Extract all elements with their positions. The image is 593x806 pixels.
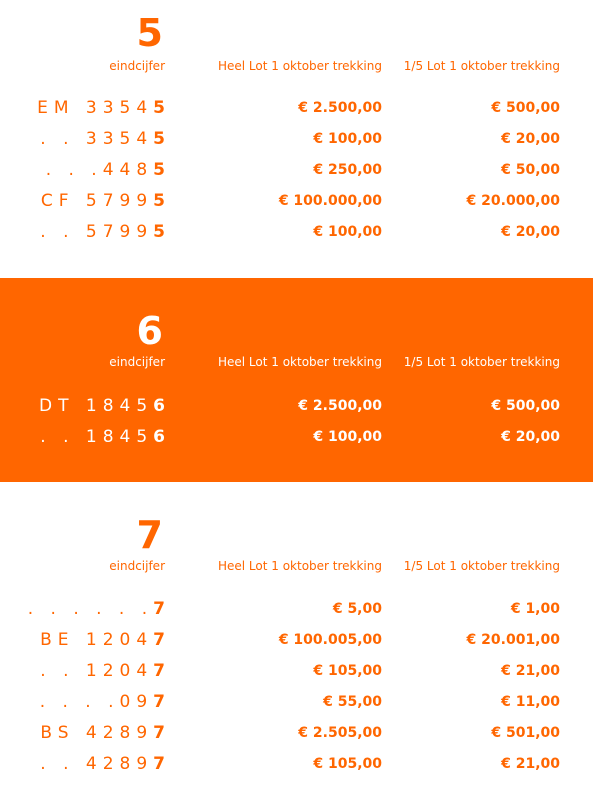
prize-row — [0, 427, 593, 447]
section-digit-6 — [0, 278, 593, 482]
prize-whole-lot: € 2.500,00 — [298, 100, 382, 116]
end-digit-heading: 5 — [136, 11, 163, 55]
ticket-last-digit: 6 — [153, 396, 165, 416]
prize-whole-lot: € 250,00 — [313, 162, 382, 178]
prize-fifth-lot: € 11,00 — [501, 694, 560, 710]
prize-fifth-lot: € 20.000,00 — [466, 193, 560, 209]
prize-fifth-lot: € 20,00 — [501, 429, 560, 445]
prize-fifth-lot: € 21,00 — [501, 756, 560, 772]
prize-fifth-lot: € 20,00 — [501, 224, 560, 240]
ticket-code: CF 57995 — [40, 191, 165, 211]
ticket-last-digit: 5 — [153, 222, 165, 242]
prize-whole-lot: € 100.000,00 — [278, 193, 382, 209]
end-digit-label: eindcijfer — [109, 559, 165, 573]
end-digit-label: eindcijfer — [109, 355, 165, 369]
ticket-last-digit: 7 — [153, 692, 165, 712]
column-header-fifth-lot: 1/5 Lot 1 oktober trekking — [403, 559, 560, 573]
prize-row — [0, 599, 593, 619]
ticket-last-digit: 7 — [153, 754, 165, 774]
prize-row — [0, 754, 593, 774]
prize-whole-lot: € 105,00 — [313, 756, 382, 772]
ticket-code: . . 12047 — [40, 661, 165, 681]
prize-fifth-lot: € 500,00 — [491, 100, 560, 116]
prize-fifth-lot: € 50,00 — [501, 162, 560, 178]
prize-row — [0, 396, 593, 416]
prize-row — [0, 661, 593, 681]
prize-row — [0, 630, 593, 650]
prize-whole-lot: € 100,00 — [313, 224, 382, 240]
prize-whole-lot: € 2.500,00 — [298, 398, 382, 414]
ticket-code: EM 33545 — [37, 98, 165, 118]
prize-whole-lot: € 5,00 — [332, 601, 382, 617]
column-header-fifth-lot: 1/5 Lot 1 oktober trekking — [403, 355, 560, 369]
prize-fifth-lot: € 1,00 — [510, 601, 560, 617]
ticket-last-digit: 5 — [153, 191, 165, 211]
prize-whole-lot: € 2.505,00 — [298, 725, 382, 741]
ticket-last-digit: 5 — [153, 98, 165, 118]
prize-whole-lot: € 105,00 — [313, 663, 382, 679]
ticket-last-digit: 7 — [153, 630, 165, 650]
end-digit-label: eindcijfer — [109, 59, 165, 73]
ticket-last-digit: 7 — [153, 599, 165, 619]
section-digit-7 — [0, 482, 593, 806]
prize-whole-lot: € 100,00 — [313, 429, 382, 445]
prize-fifth-lot: € 20,00 — [501, 131, 560, 147]
ticket-code: . . . . . .7 — [27, 599, 165, 619]
ticket-code: . . . .097 — [39, 692, 165, 712]
ticket-code: . . 18456 — [40, 427, 165, 447]
prize-fifth-lot: € 500,00 — [491, 398, 560, 414]
prize-fifth-lot: € 21,00 — [501, 663, 560, 679]
ticket-last-digit: 7 — [153, 661, 165, 681]
ticket-code: . . .4485 — [45, 160, 165, 180]
end-digit-heading: 7 — [136, 513, 163, 557]
column-header-whole-lot: Heel Lot 1 oktober trekking — [217, 59, 382, 73]
ticket-last-digit: 6 — [153, 427, 165, 447]
column-header-whole-lot: Heel Lot 1 oktober trekking — [217, 559, 382, 573]
section-digit-5 — [0, 0, 593, 278]
prize-row — [0, 692, 593, 712]
column-header-fifth-lot: 1/5 Lot 1 oktober trekking — [403, 59, 560, 73]
ticket-code: BE 12047 — [40, 630, 165, 650]
ticket-code: . . 33545 — [40, 129, 165, 149]
prize-fifth-lot: € 20.001,00 — [466, 632, 560, 648]
prize-row — [0, 160, 593, 180]
prize-whole-lot: € 55,00 — [323, 694, 382, 710]
prize-row — [0, 222, 593, 242]
column-header-whole-lot: Heel Lot 1 oktober trekking — [217, 355, 382, 369]
ticket-code: BS 42897 — [40, 723, 165, 743]
end-digit-heading: 6 — [136, 309, 163, 353]
ticket-last-digit: 5 — [153, 160, 165, 180]
ticket-last-digit: 7 — [153, 723, 165, 743]
ticket-last-digit: 5 — [153, 129, 165, 149]
ticket-code: . . 57995 — [40, 222, 165, 242]
prize-row — [0, 98, 593, 118]
prize-whole-lot: € 100,00 — [313, 131, 382, 147]
ticket-code: DT 18456 — [39, 396, 165, 416]
prize-row — [0, 191, 593, 211]
prize-fifth-lot: € 501,00 — [491, 725, 560, 741]
ticket-code: . . 42897 — [40, 754, 165, 774]
prize-whole-lot: € 100.005,00 — [278, 632, 382, 648]
prize-row — [0, 723, 593, 743]
prize-row — [0, 129, 593, 149]
